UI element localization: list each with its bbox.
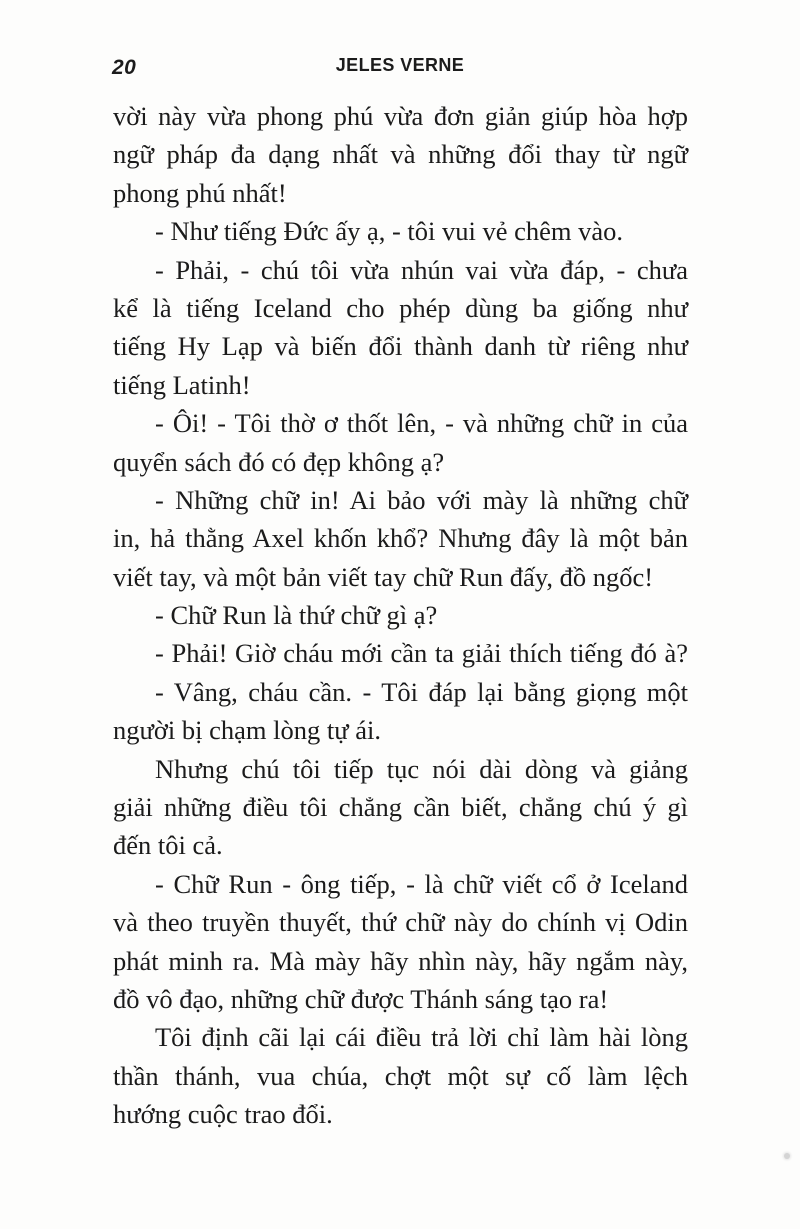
text-line: hướng cuộc trao đổi.	[113, 1099, 333, 1130]
text-line: - Vâng, cháu cần. - Tôi đáp lại bằng giọng một	[155, 676, 688, 707]
text-line: quyển sách đó có đẹp không ạ?	[113, 446, 445, 477]
text-line: vời này vừa phong phú vừa đơn giản giúp hòa hợp	[113, 101, 688, 131]
text-line: phát minh ra. Mà mày hãy nhìn này, hãy ngắm này,	[113, 945, 688, 976]
text-line: - Chữ Run là thứ chữ gì ạ?	[155, 600, 438, 631]
text-line: kể là tiếng Iceland cho phép dùng ba giống như	[113, 292, 688, 323]
text-line: - Phải, - chú tôi vừa nhún vai vừa đáp, - chưa	[155, 254, 688, 285]
page-number: 20	[112, 56, 137, 79]
text-line: - Như tiếng Đức ấy ạ, - tôi vui vẻ chêm vào.	[155, 216, 624, 247]
text-line: tiếng Hy Lạp và biến đổi thành danh từ riêng như	[113, 331, 688, 362]
text-line: viết tay, và một bản viết tay chữ Run đấy, đồ ngốc!	[113, 561, 654, 592]
text-line: giải những điều tôi chẳng cần biết, chẳng chú ý gì	[113, 792, 688, 823]
text-line: Tôi định cãi lại cái điều trả lời chỉ làm hài lòng	[155, 1022, 688, 1053]
text-line: - Những chữ in! Ai bảo với mày là những chữ	[155, 484, 688, 515]
text-line: - Phải! Giờ cháu mới cần ta giải thích tiếng đó à?	[155, 638, 688, 669]
body-text-block	[113, 97, 688, 1134]
text-line: thần thánh, vua chúa, chợt một sự cố làm lệch	[113, 1060, 688, 1091]
text-line: người bị chạm lòng tự ái.	[113, 715, 381, 746]
text-line: phong phú nhất!	[113, 177, 287, 208]
text-line: đồ vô đạo, những chữ được Thánh sáng tạo ra!	[113, 983, 609, 1014]
running-header	[0, 55, 800, 81]
text-line: - Chữ Run - ông tiếp, - là chữ viết cổ ở Iceland	[155, 868, 688, 899]
running-header-title: JELES VERNE	[335, 55, 465, 75]
text-line: đến tôi cả.	[113, 830, 223, 861]
text-line: tiếng Latinh!	[113, 369, 251, 400]
text-line: in, hả thằng Axel khốn khổ? Nhưng đây là một bản	[113, 523, 688, 554]
text-line: - Ôi! - Tôi thờ ơ thốt lên, - và những chữ in của	[155, 408, 688, 439]
text-line: Nhưng chú tôi tiếp tục nói dài dòng và giảng	[155, 753, 688, 784]
text-line: ngữ pháp đa dạng nhất và những đổi thay từ ngữ	[113, 139, 688, 170]
text-line: và theo truyền thuyết, thứ chữ này do chính vị Odin	[113, 907, 688, 938]
scan-artifact-dot	[784, 1153, 790, 1159]
